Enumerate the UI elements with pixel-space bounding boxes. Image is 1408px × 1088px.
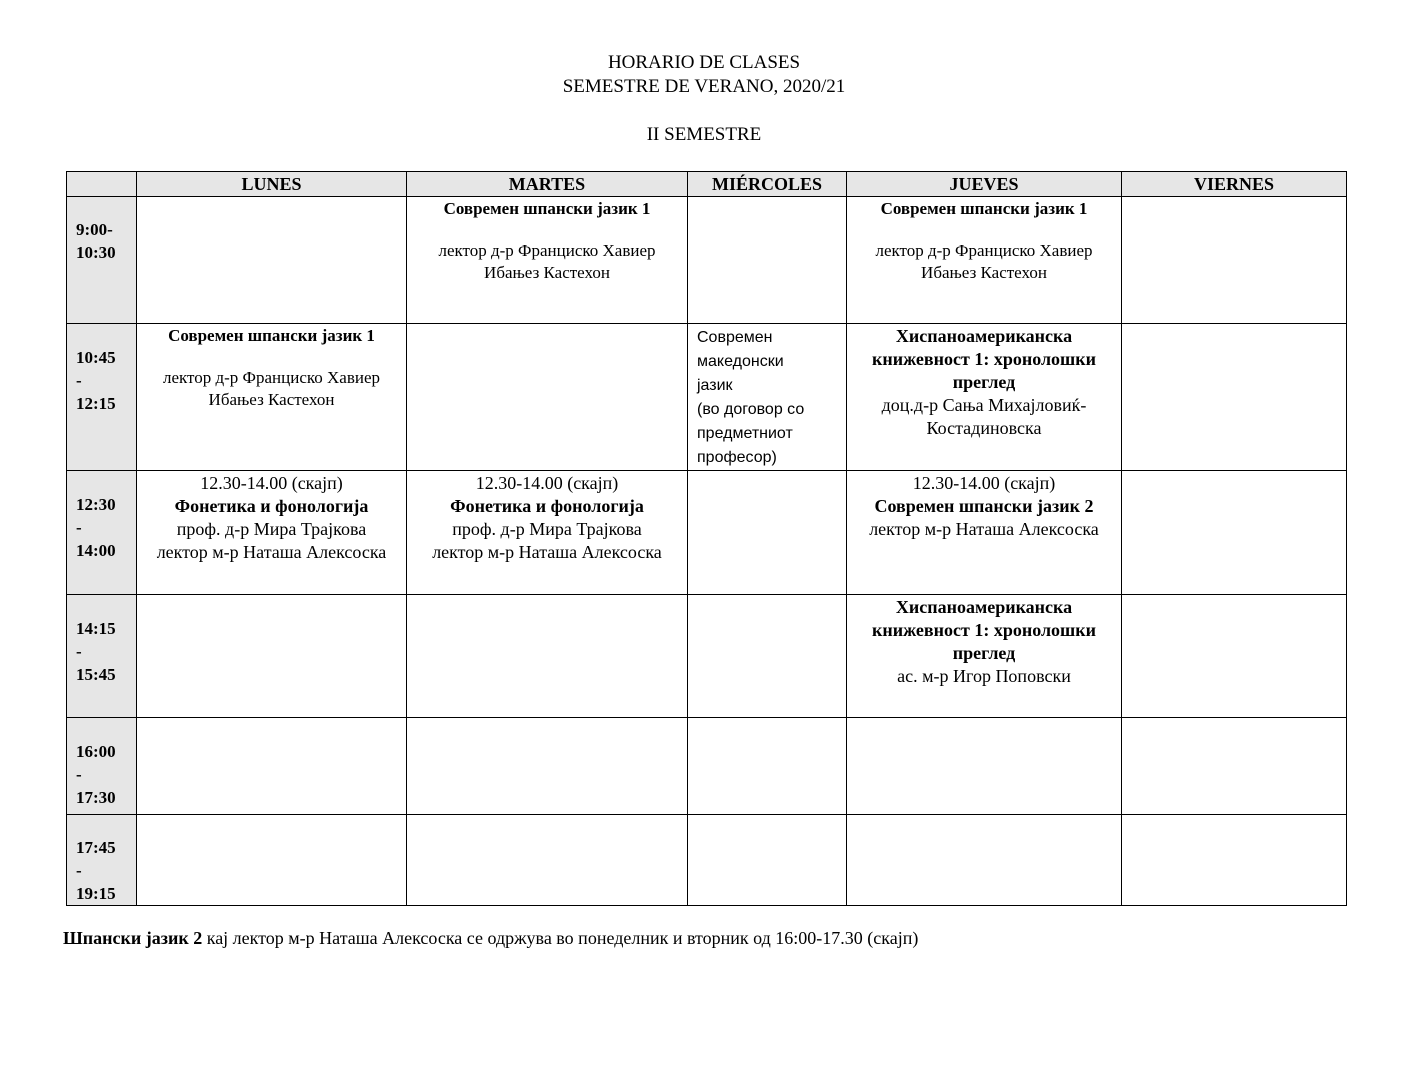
corner-cell — [67, 172, 137, 197]
course-name: Современ шпански јазик 1 — [443, 199, 651, 218]
cell-empty — [847, 815, 1122, 906]
course-note-line: Современ — [697, 329, 773, 346]
course-name: Фонетика и фонологија — [174, 496, 369, 516]
time-end: 14:00 — [76, 541, 116, 560]
teacher-name: доц.д-р Сања Михајловиќ- — [881, 395, 1087, 415]
time-dash: - — [76, 861, 82, 880]
teacher-name: лектор м-р Наташа Алексоска — [869, 519, 1099, 539]
class-cell — [137, 471, 407, 595]
teacher-name: проф. д-р Мира Трајкова — [452, 519, 642, 539]
time-slot — [67, 471, 137, 595]
cell-empty — [137, 595, 407, 718]
table-row — [67, 595, 1347, 718]
time-end: 19:15 — [76, 884, 116, 903]
cell-empty — [1122, 197, 1347, 324]
cell-empty — [1122, 718, 1347, 815]
teacher-name: Ибањез Кастехон — [208, 390, 335, 409]
course-name: преглед — [952, 372, 1016, 392]
cell-empty — [407, 595, 688, 718]
course-name: книжевност 1: хронолошки — [871, 620, 1096, 640]
time-dash: - — [76, 518, 82, 537]
day-header-martes: MARTES — [407, 172, 688, 197]
day-header-jueves: JUEVES — [847, 172, 1122, 197]
time-slot — [67, 324, 137, 471]
class-time: 12.30-14.00 (скајп) — [912, 473, 1056, 493]
class-cell — [407, 197, 688, 324]
course-name: Фонетика и фонологија — [450, 496, 644, 516]
cell-empty — [688, 815, 847, 906]
course-note-line: (во договор со — [697, 401, 805, 418]
teacher-name: лектор м-р Наташа Алексоска — [156, 542, 387, 562]
time-dash: - — [76, 765, 82, 784]
class-time: 12.30-14.00 (скајп) — [475, 473, 619, 493]
course-name: Современ шпански јазик 1 — [168, 326, 375, 345]
schedule-table — [66, 171, 1347, 906]
time-start: 14:15 — [76, 619, 116, 638]
document-title: HORARIO DE CLASES — [607, 52, 801, 73]
cell-empty — [1122, 324, 1347, 471]
course-name: Хиспаноамериканска — [895, 326, 1073, 346]
footnote — [63, 928, 918, 949]
teacher-name: лектор д-р Франциско Хавиер — [162, 368, 381, 387]
day-header-lunes: LUNES — [137, 172, 407, 197]
table-row — [67, 197, 1347, 324]
course-note-line: професор) — [697, 449, 777, 466]
class-cell — [847, 197, 1122, 324]
teacher-name: лектор м-р Наташа Алексоска — [432, 542, 662, 562]
course-name: преглед — [952, 643, 1016, 663]
cell-empty — [1122, 595, 1347, 718]
cell-empty — [407, 718, 688, 815]
time-dash: - — [76, 642, 82, 661]
time-slot — [67, 718, 137, 815]
class-time: 12.30-14.00 (скајп) — [200, 473, 343, 493]
class-cell — [407, 471, 688, 595]
teacher-name: Ибањез Кастехон — [921, 263, 1047, 282]
teacher-name: Ибањез Кастехон — [484, 263, 610, 282]
table-row — [67, 471, 1347, 595]
footnote-text: кај лектор м-р Наташа Алексоска се одржува во понеделник и вторник од 16:00-17.30 (скајп) — [202, 928, 919, 948]
teacher-name: лектор д-р Франциско Хавиер — [438, 241, 656, 260]
course-name: книжевност 1: хронолошки — [871, 349, 1096, 369]
cell-empty — [407, 324, 688, 471]
table-row — [67, 718, 1347, 815]
time-slot — [67, 815, 137, 906]
time-end: 10:30 — [76, 243, 116, 262]
header-row — [67, 172, 1347, 197]
cell-empty — [1122, 471, 1347, 595]
time-dash: - — [76, 371, 82, 390]
cell-empty — [407, 815, 688, 906]
semester-label: II SEMESTRE — [646, 124, 762, 145]
teacher-name: проф. д-р Мира Трајкова — [176, 519, 367, 539]
cell-empty — [688, 718, 847, 815]
teacher-name: лектор д-р Франциско Хавиер — [875, 241, 1093, 260]
course-name: Современ шпански јазик 1 — [880, 199, 1088, 218]
teacher-name: Костадиновска — [926, 418, 1042, 438]
teacher-name: ас. м-р Игор Поповски — [897, 666, 1071, 686]
cell-empty — [688, 471, 847, 595]
time-start: 9:00- — [76, 220, 113, 239]
time-end: 17:30 — [76, 788, 116, 807]
time-end: 15:45 — [76, 665, 116, 684]
class-cell — [847, 595, 1122, 718]
time-start: 10:45 — [76, 348, 116, 367]
cell-empty — [847, 718, 1122, 815]
day-header-viernes: VIERNES — [1122, 172, 1347, 197]
day-header-miercoles: MIÉRCOLES — [688, 172, 847, 197]
time-slot — [67, 197, 137, 324]
cell-empty — [137, 815, 407, 906]
table-row — [67, 815, 1347, 906]
course-note-line: јазик — [697, 377, 733, 394]
cell-empty — [1122, 815, 1347, 906]
class-cell — [847, 324, 1122, 471]
course-name: Хиспаноамериканска — [895, 597, 1073, 617]
time-start: 16:00 — [76, 742, 116, 761]
table-row — [67, 324, 1347, 471]
document-subtitle: SEMESTRE DE VERANO, 2020/21 — [562, 76, 846, 97]
course-note-line: македонски — [697, 353, 784, 370]
course-name: Современ шпански јазик 2 — [874, 496, 1094, 516]
time-end: 12:15 — [76, 394, 116, 413]
cell-empty — [688, 595, 847, 718]
cell-empty — [688, 197, 847, 324]
class-cell — [688, 324, 847, 471]
cell-empty — [137, 197, 407, 324]
cell-empty — [137, 718, 407, 815]
time-start: 12:30 — [76, 495, 116, 514]
class-cell — [137, 324, 407, 471]
time-slot — [67, 595, 137, 718]
class-cell — [847, 471, 1122, 595]
course-note-line: предметниот — [697, 425, 793, 442]
footnote-bold: Шпански јазик 2 — [63, 928, 203, 948]
time-start: 17:45 — [76, 838, 116, 857]
